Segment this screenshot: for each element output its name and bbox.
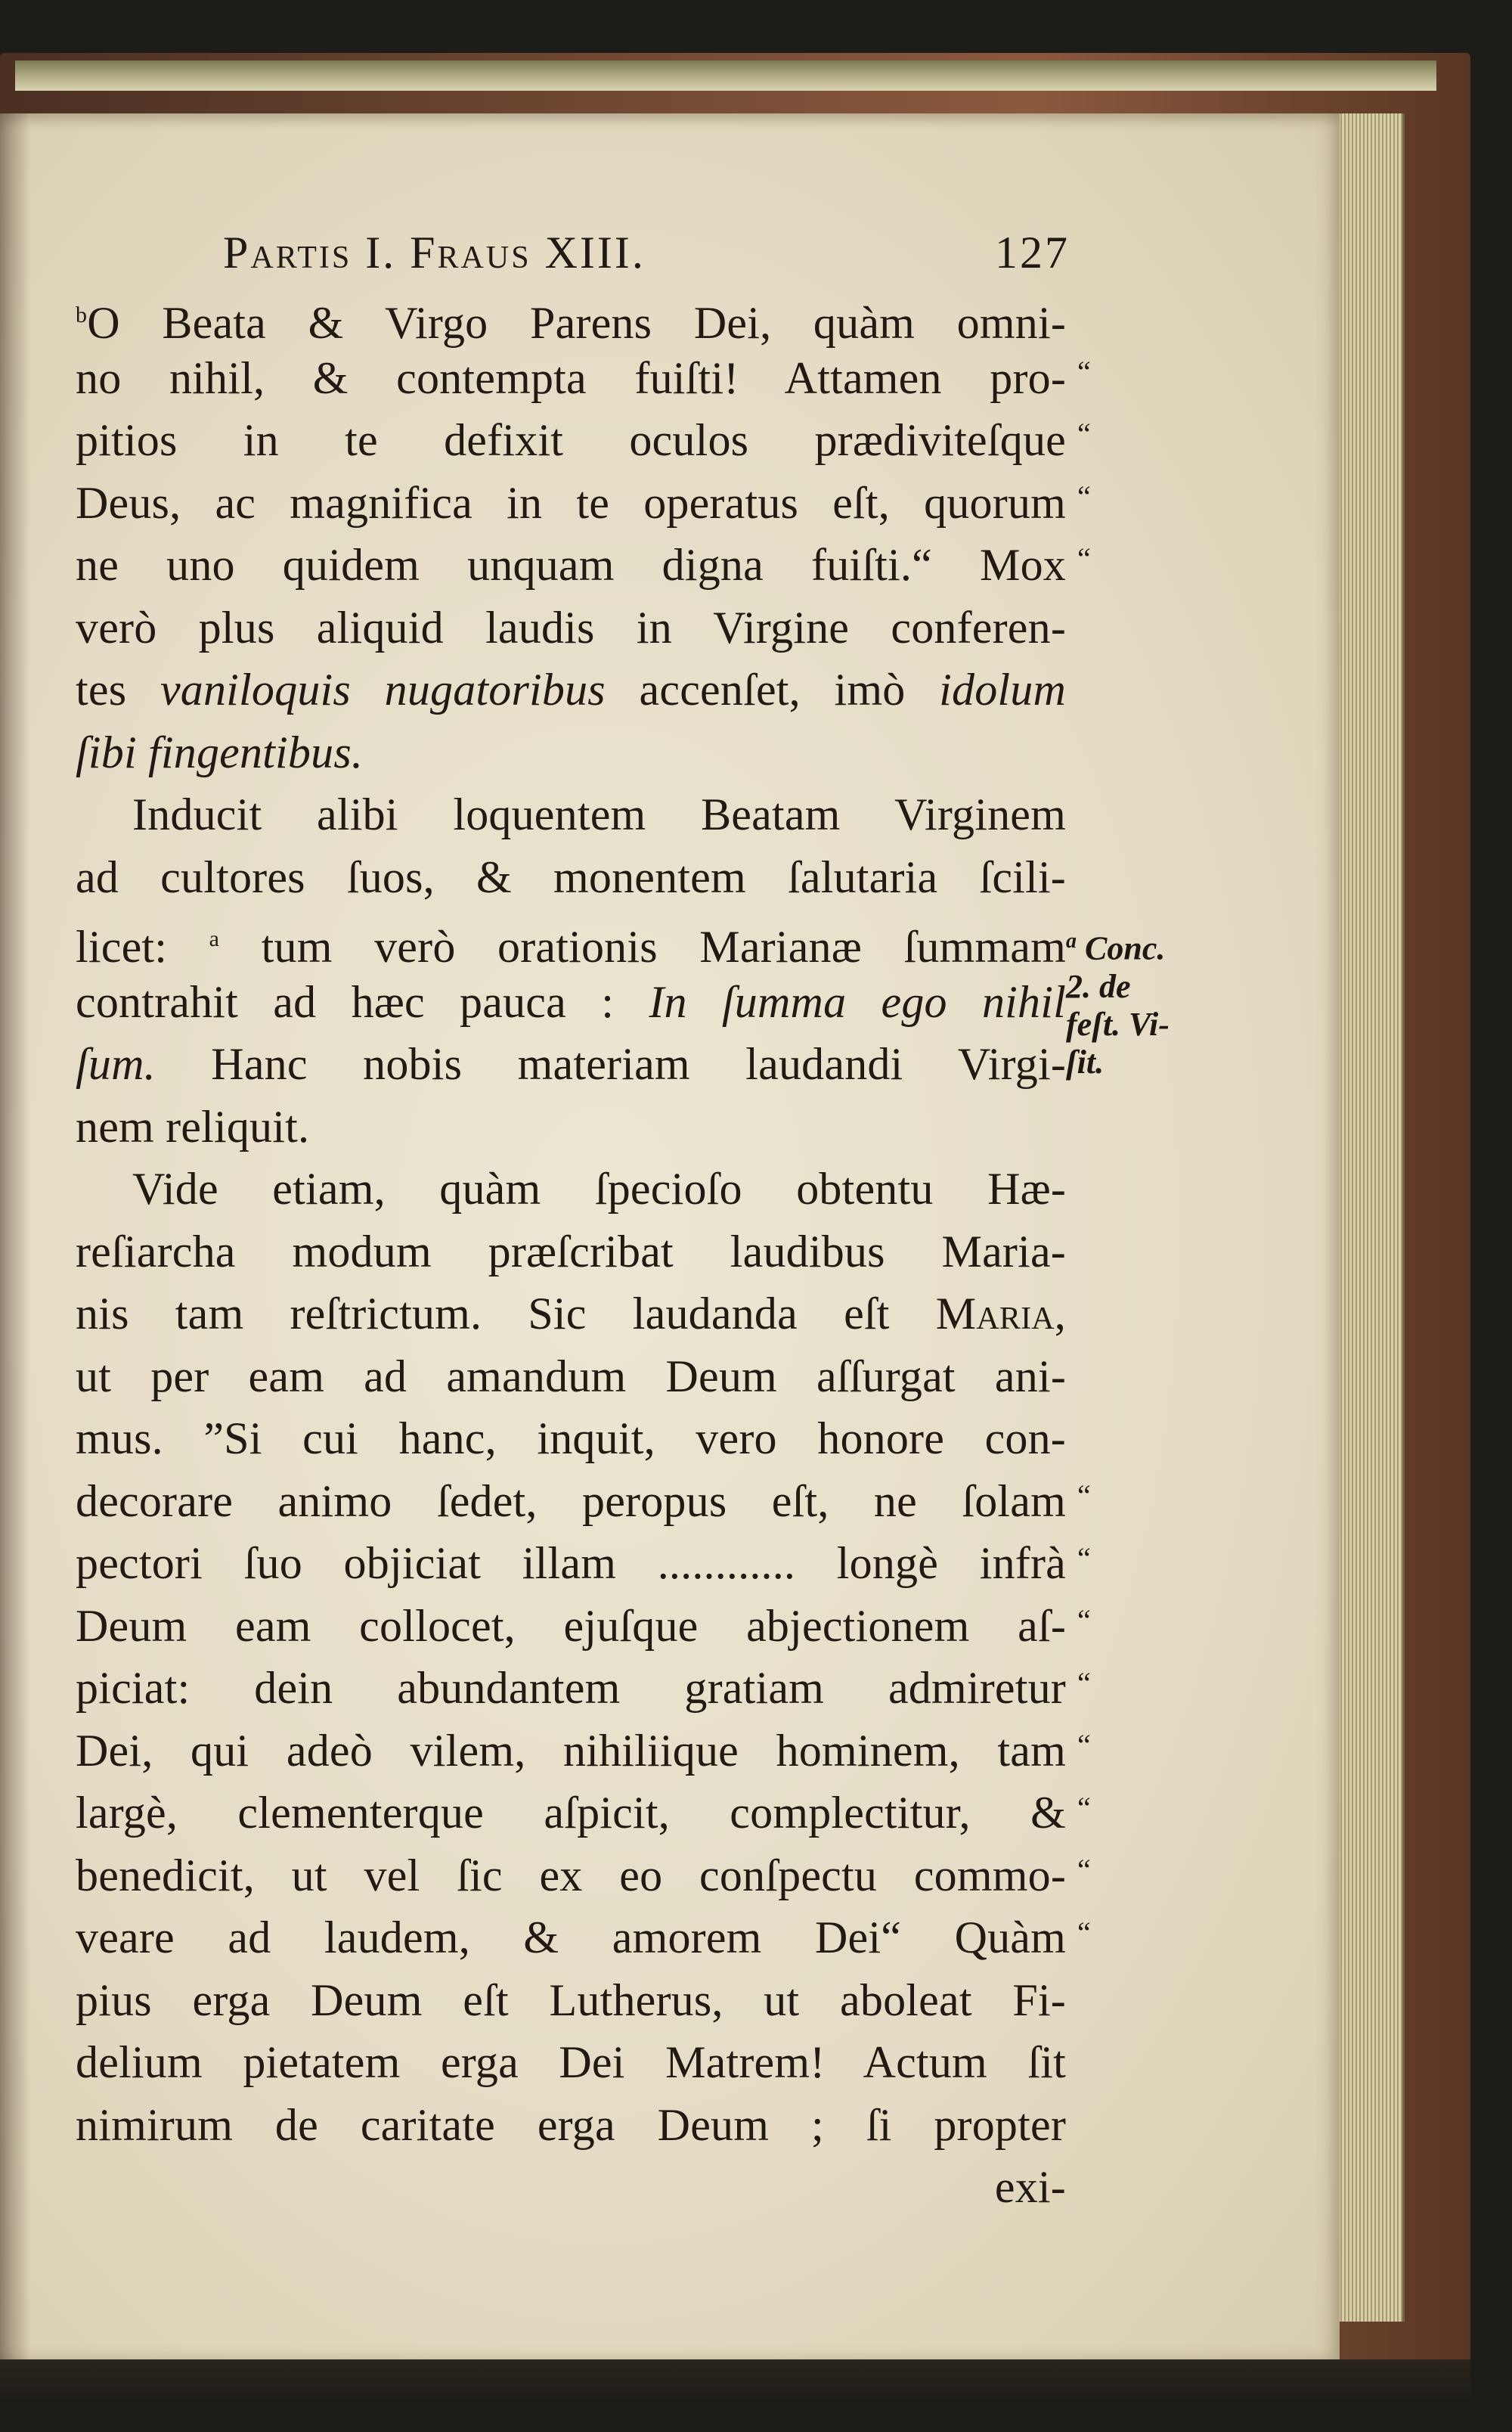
text-line: pitios in te defixit oculos prædiviteſque [76,415,1066,465]
text-line: no nihil, & contempta fuiſti! Attamen pro- [76,352,1066,403]
text-line: delium pietatem erga Dei Matrem! Actum ſit [76,2037,1066,2087]
text-line: nis tam reſtrictum. Sic laudanda eſt Maria, [76,1289,1066,1339]
quote-mark: “ [1077,541,1091,575]
text-line: nem reliquit. [76,1101,310,1152]
quote-mark: “ [1077,1478,1091,1512]
text-line: largè, clementerque aſpicit, complectitur, & [76,1788,1066,1838]
text-line: ad cultores ſuos, & monentem ſalutaria ſcili- [76,852,1066,902]
bottom-edge [0,2359,1470,2405]
page-edges [1331,113,1405,2322]
catchword: exi- [994,2162,1066,2212]
small-caps-name: Maria, [935,1289,1066,1339]
text-line: ſibi fingentibus. [76,727,364,777]
quote-mark: “ [1077,1541,1091,1575]
running-title: Partis I. Fraus XIII. [223,228,646,278]
spine-shadow [0,113,30,2359]
quote-mark: “ [1077,1791,1091,1825]
text-line: veare ad laudem, & amorem Dei“ Quàm [76,1912,1066,1962]
body-text [76,284,1066,2219]
italic-phrase: idolum [939,665,1067,715]
italic-phrase: vaniloquis nugatoribus [160,665,606,715]
quote-mark: “ [1077,355,1091,389]
text-line: mus. ”Si cui hanc, inquit, vero honore con- [76,1413,1066,1463]
italic-phrase: In ſumma ego nihil [649,976,1066,1027]
text-line: pius erga Deum eſt Lutherus, ut aboleat Fi- [76,1974,1066,2025]
cover-edge [15,60,1436,91]
text-line: Inducit alibi loquentem Beatam Virginem [132,789,1066,839]
quote-mark: “ [1077,417,1091,451]
text-line: reſiarcha modum præſcribat laudibus Maria- [76,1226,1066,1276]
text-line: Dei, qui adeò vilem, nihiliique hominem, tam [76,1725,1066,1776]
marginal-note: $^a$ Conc. 2. de feſt. Vi- ſit. [1066,929,1170,1081]
quote-mark: “ [1077,1666,1091,1700]
footnote-marker: a [209,926,220,951]
quote-mark: “ [1077,479,1091,513]
text-line: decorare animo ſedet, peropus eſt, ne ſolam [76,1475,1066,1526]
quote-mark: “ [1077,1728,1091,1762]
page-number: 127 [995,228,1070,278]
text-line: ne uno quidem unquam digna fuiſti.“ Mox [76,540,1066,590]
text-line: pectori ſuo objiciat illam ............ longè infrà [76,1538,1066,1588]
text-line: nimirum de caritate erga Deum ; ſi propter [76,2099,1066,2150]
text-line: piciat: dein abundantem gratiam admiretur [76,1663,1066,1713]
text-line: Deum eam collocet, ejuſque abjectionem aſ- [76,1600,1066,1651]
page-header [223,227,1070,287]
footnote-marker: b [76,302,88,327]
quote-mark: “ [1077,1603,1091,1637]
text-line: contrahit ad hæc pauca : In ſumma ego nihil [76,976,1066,1027]
text-line: tes vaniloquis nugatoribus accenſet, imò idolum [76,665,1067,715]
quote-mark: “ [1077,1853,1091,1887]
text-line: Vide etiam, quàm ſpecioſo obtentu Hæ- [132,1164,1066,1214]
text-line: Deus, ac magnifica in te operatus eſt, quorum [76,477,1066,528]
text-line: ut per eam ad amandum Deum aſſurgat ani- [76,1351,1066,1401]
quote-mark: “ [1077,1916,1091,1950]
text-line: ſum. Hanc nobis materiam laudandi Virgi- [76,1039,1067,1089]
text-line: verò plus aliquid laudis in Virgine conferen- [76,602,1066,653]
text-line: $^b$O Beata & Virgo Parens Dei, quàm omni- [76,298,1066,348]
text-line: benedicit, ut vel ſic ex eo conſpectu commo- [76,1850,1066,1900]
text-line: licet: $^a$ tum verò orationis Marianæ ſummam [76,922,1066,972]
